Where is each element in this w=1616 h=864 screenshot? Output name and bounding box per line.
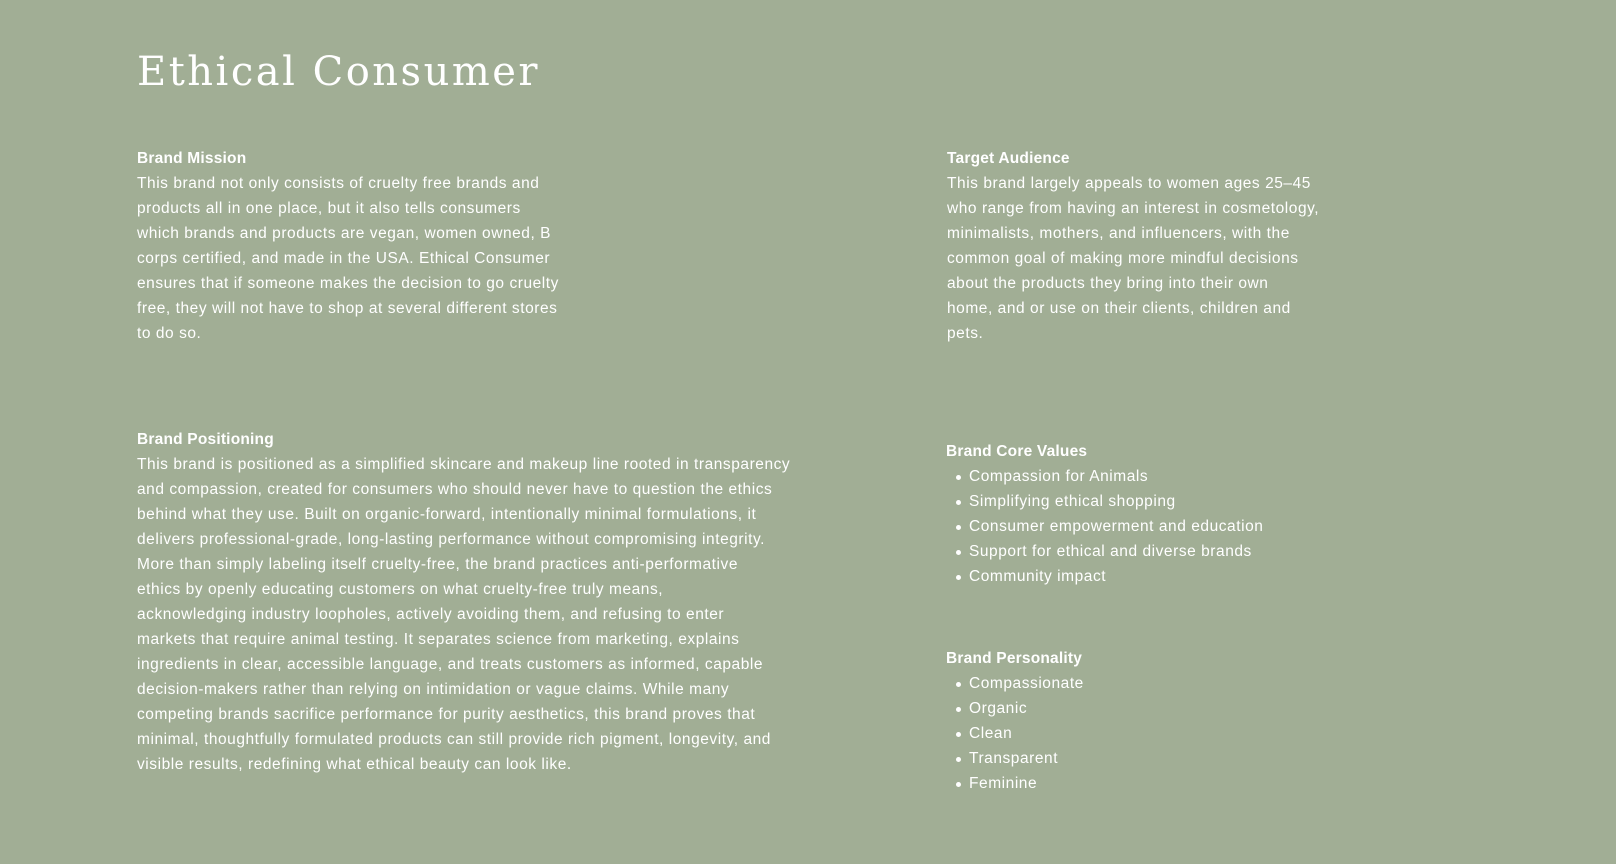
brand-mission-heading: Brand Mission [137,150,247,167]
personality-label: Clean [969,725,1013,742]
bullet-dot-icon [956,525,961,530]
personality-item [946,696,1386,721]
core-value-item [946,514,1386,539]
bullet-dot-icon [956,757,961,762]
brand-positioning-section [137,427,837,777]
bullet-dot-icon [956,550,961,555]
core-values-list [946,464,1386,589]
brand-mission-section [137,146,607,346]
bullet-dot-icon [956,782,961,787]
core-value-label: Consumer empowerment and education [969,518,1264,535]
core-value-item [946,489,1386,514]
target-audience-heading: Target Audience [947,150,1070,167]
brand-personality-section [946,646,1386,796]
personality-item [946,671,1386,696]
personality-item [946,771,1386,796]
brand-core-values-section [946,439,1386,589]
brand-core-values-heading: Brand Core Values [946,443,1088,460]
target-audience-text: This brand largely appeals to women ages 25–45 who range from having an interest in cosmetology, minimalists, mothers, and influencers, with the common goal of making more mindful decisions about the products they bring into their own home, and or use on their clients, children and pets. [947,175,1320,342]
target-audience-section [947,146,1387,346]
bullet-dot-icon [956,575,961,580]
core-value-label: Simplifying ethical shopping [969,493,1176,510]
core-value-item [946,539,1386,564]
bullet-dot-icon [956,707,961,712]
brand-mission-text: This brand not only consists of cruelty free brands and products all in one place, but it also tells consumers which brands and products are vegan, women owned, B corps certified, and made in the USA. Ethical Consumer ensures that if someone makes the decision to go cruelty free, they will not have to shop at several different stores to do so. [137,175,559,342]
core-value-label: Support for ethical and diverse brands [969,543,1252,560]
page-title: Ethical Consumer [137,49,541,95]
bullet-dot-icon [956,475,961,480]
brand-positioning-text: This brand is positioned as a simplified skincare and makeup line rooted in transparency and compassion, created for consumers who should never have to question the ethics behind what they use. Built on organic-forward, intentionally minimal formulations, it delivers professional-grade, long-lasting performance without compromising integrity. More than simply labeling itself cruelty-free, the brand practices anti-performative ethics by openly educating customers on what cruelty-free truly means, acknowledging industry loopholes, actively avoiding them, and refusing to enter markets that require animal testing. It separates science from marketing, explains ingredients in clear, accessible language, and treats customers as informed, capable decision-makers rather than relying on intimidation or vague claims. While many competing brands sacrifice performance for purity aesthetics, this brand proves that minimal, thoughtfully formulated products can still provide rich pigment, longevity, and visible results, redefining what ethical beauty can look like. [137,456,791,773]
core-value-item [946,464,1386,489]
personality-label: Compassionate [969,675,1084,692]
personality-item [946,721,1386,746]
bullet-dot-icon [956,682,961,687]
brand-personality-heading: Brand Personality [946,650,1083,667]
personality-label: Feminine [969,775,1038,792]
personality-item [946,746,1386,771]
brand-positioning-heading: Brand Positioning [137,431,274,448]
core-value-label: Community impact [969,568,1107,585]
core-value-item [946,564,1386,589]
core-value-label: Compassion for Animals [969,468,1149,485]
bullet-dot-icon [956,500,961,505]
bullet-dot-icon [956,732,961,737]
personality-label: Organic [969,700,1028,717]
personality-list [946,671,1386,796]
personality-label: Transparent [969,750,1059,767]
